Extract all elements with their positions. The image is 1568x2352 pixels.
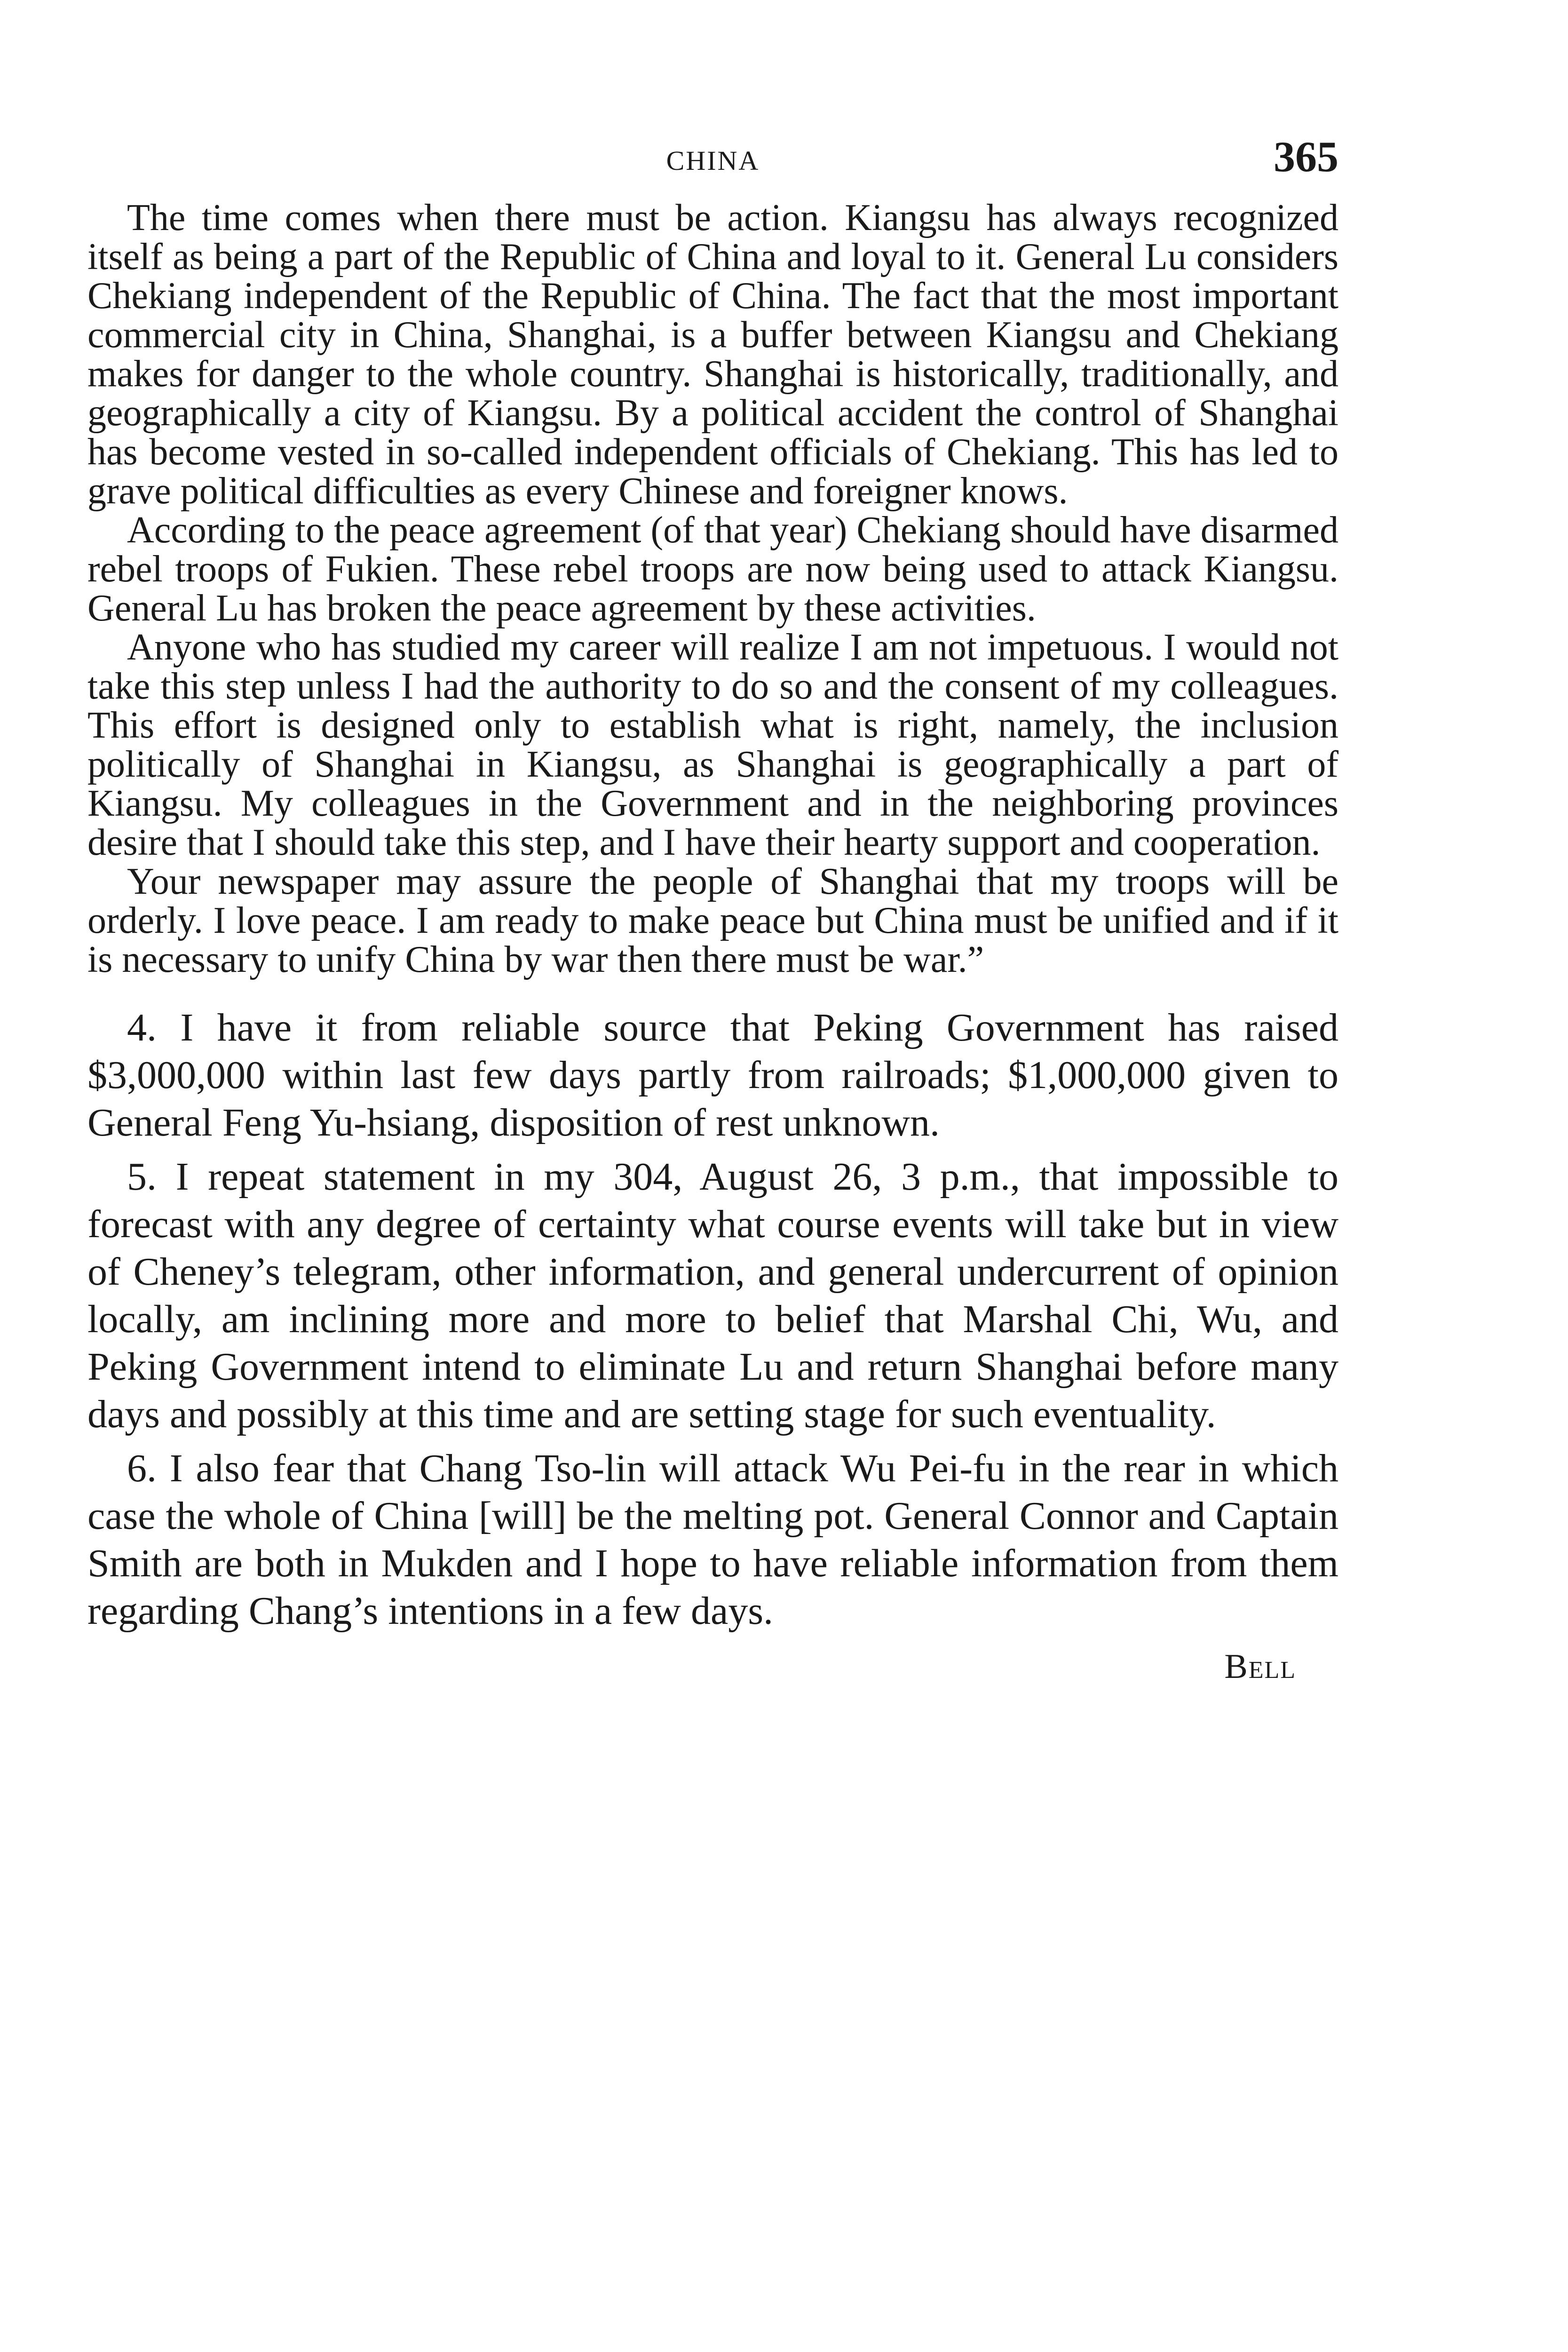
running-head: CHINA [666, 145, 760, 176]
quoted-paragraph: According to the peace agreement (of that year) Chekiang should have disarmed rebel troops of Fukien. These rebel troops are now being used to attack Kiangsu. General Lu has broken the peace agreement by these activities. [87, 509, 1338, 629]
paragraph-5: 5. I repeat statement in my 304, August 26, 3 p.m., that impossible to forecast with any degree of certainty what course events will take but in view of Cheney’s telegram, other information, and general undercurrent of opinion locally, am inclining more and more to belief that Marshal Chi, Wu, and Peking Government intend to eliminate Lu and return Shanghai before many days and possibly at this time and are setting stage for such eventuality. [87, 1155, 1338, 1436]
signature: Bell [1224, 1647, 1296, 1686]
paragraph-6: 6. I also fear that Chang Tso-lin will attack Wu Pei-fu in the rear in which case the whole of China [will] be the melting pot. General Connor and Captain Smith are both in Mukden and I hope to have reliable information from them regarding Chang’s intentions in a few days. [87, 1446, 1338, 1633]
quoted-paragraph: Anyone who has studied my career will realize I am not impetuous. I would not take this step unless I had the authority to do so and the consent of my colleagues. This effort is designed only to establish what is right, namely, the inclusion politically of Shanghai in Kiangsu, as Shanghai is geographically a part of Kiangsu. My colleagues in the Government and in the neighboring provinces desire that I should take this step, and I have their hearty support and cooperation. [87, 627, 1338, 863]
paragraph-4: 4. I have it from reliable source that Peking Government has raised $3,000,000 within last few days partly from railroads; $1,000,000 given to General Feng Yu-hsiang, disposition of rest unknown. [87, 1006, 1338, 1144]
quoted-paragraph: The time comes when there must be action. Kiangsu has always recognized itself as being a part of the Republic of China and loyal to it. General Lu considers Chekiang independent of the Republic of China. The fact that the most important commercial city in China, Shanghai, is a buffer between Kiangsu and Chekiang makes for danger to the whole country. Shanghai is historically, traditionally, and geographically a city of Kiangsu. By a political accident the control of Shanghai has become vested in so-called independent officials of Chekiang. This has led to grave political difficulties as every Chinese and foreigner knows. [87, 197, 1338, 512]
quoted-statement [87, 199, 1338, 979]
document-page [87, 133, 1338, 1687]
page-header [87, 133, 1338, 188]
page-number: 365 [1274, 133, 1338, 181]
numbered-paragraphs [87, 1004, 1338, 1635]
quoted-paragraph: Your newspaper may assure the people of Shanghai that my troops will be orderly. I love peace. I am ready to make peace but China must be unified and if it is necessary to unify China by war then there must be war.” [87, 861, 1338, 980]
